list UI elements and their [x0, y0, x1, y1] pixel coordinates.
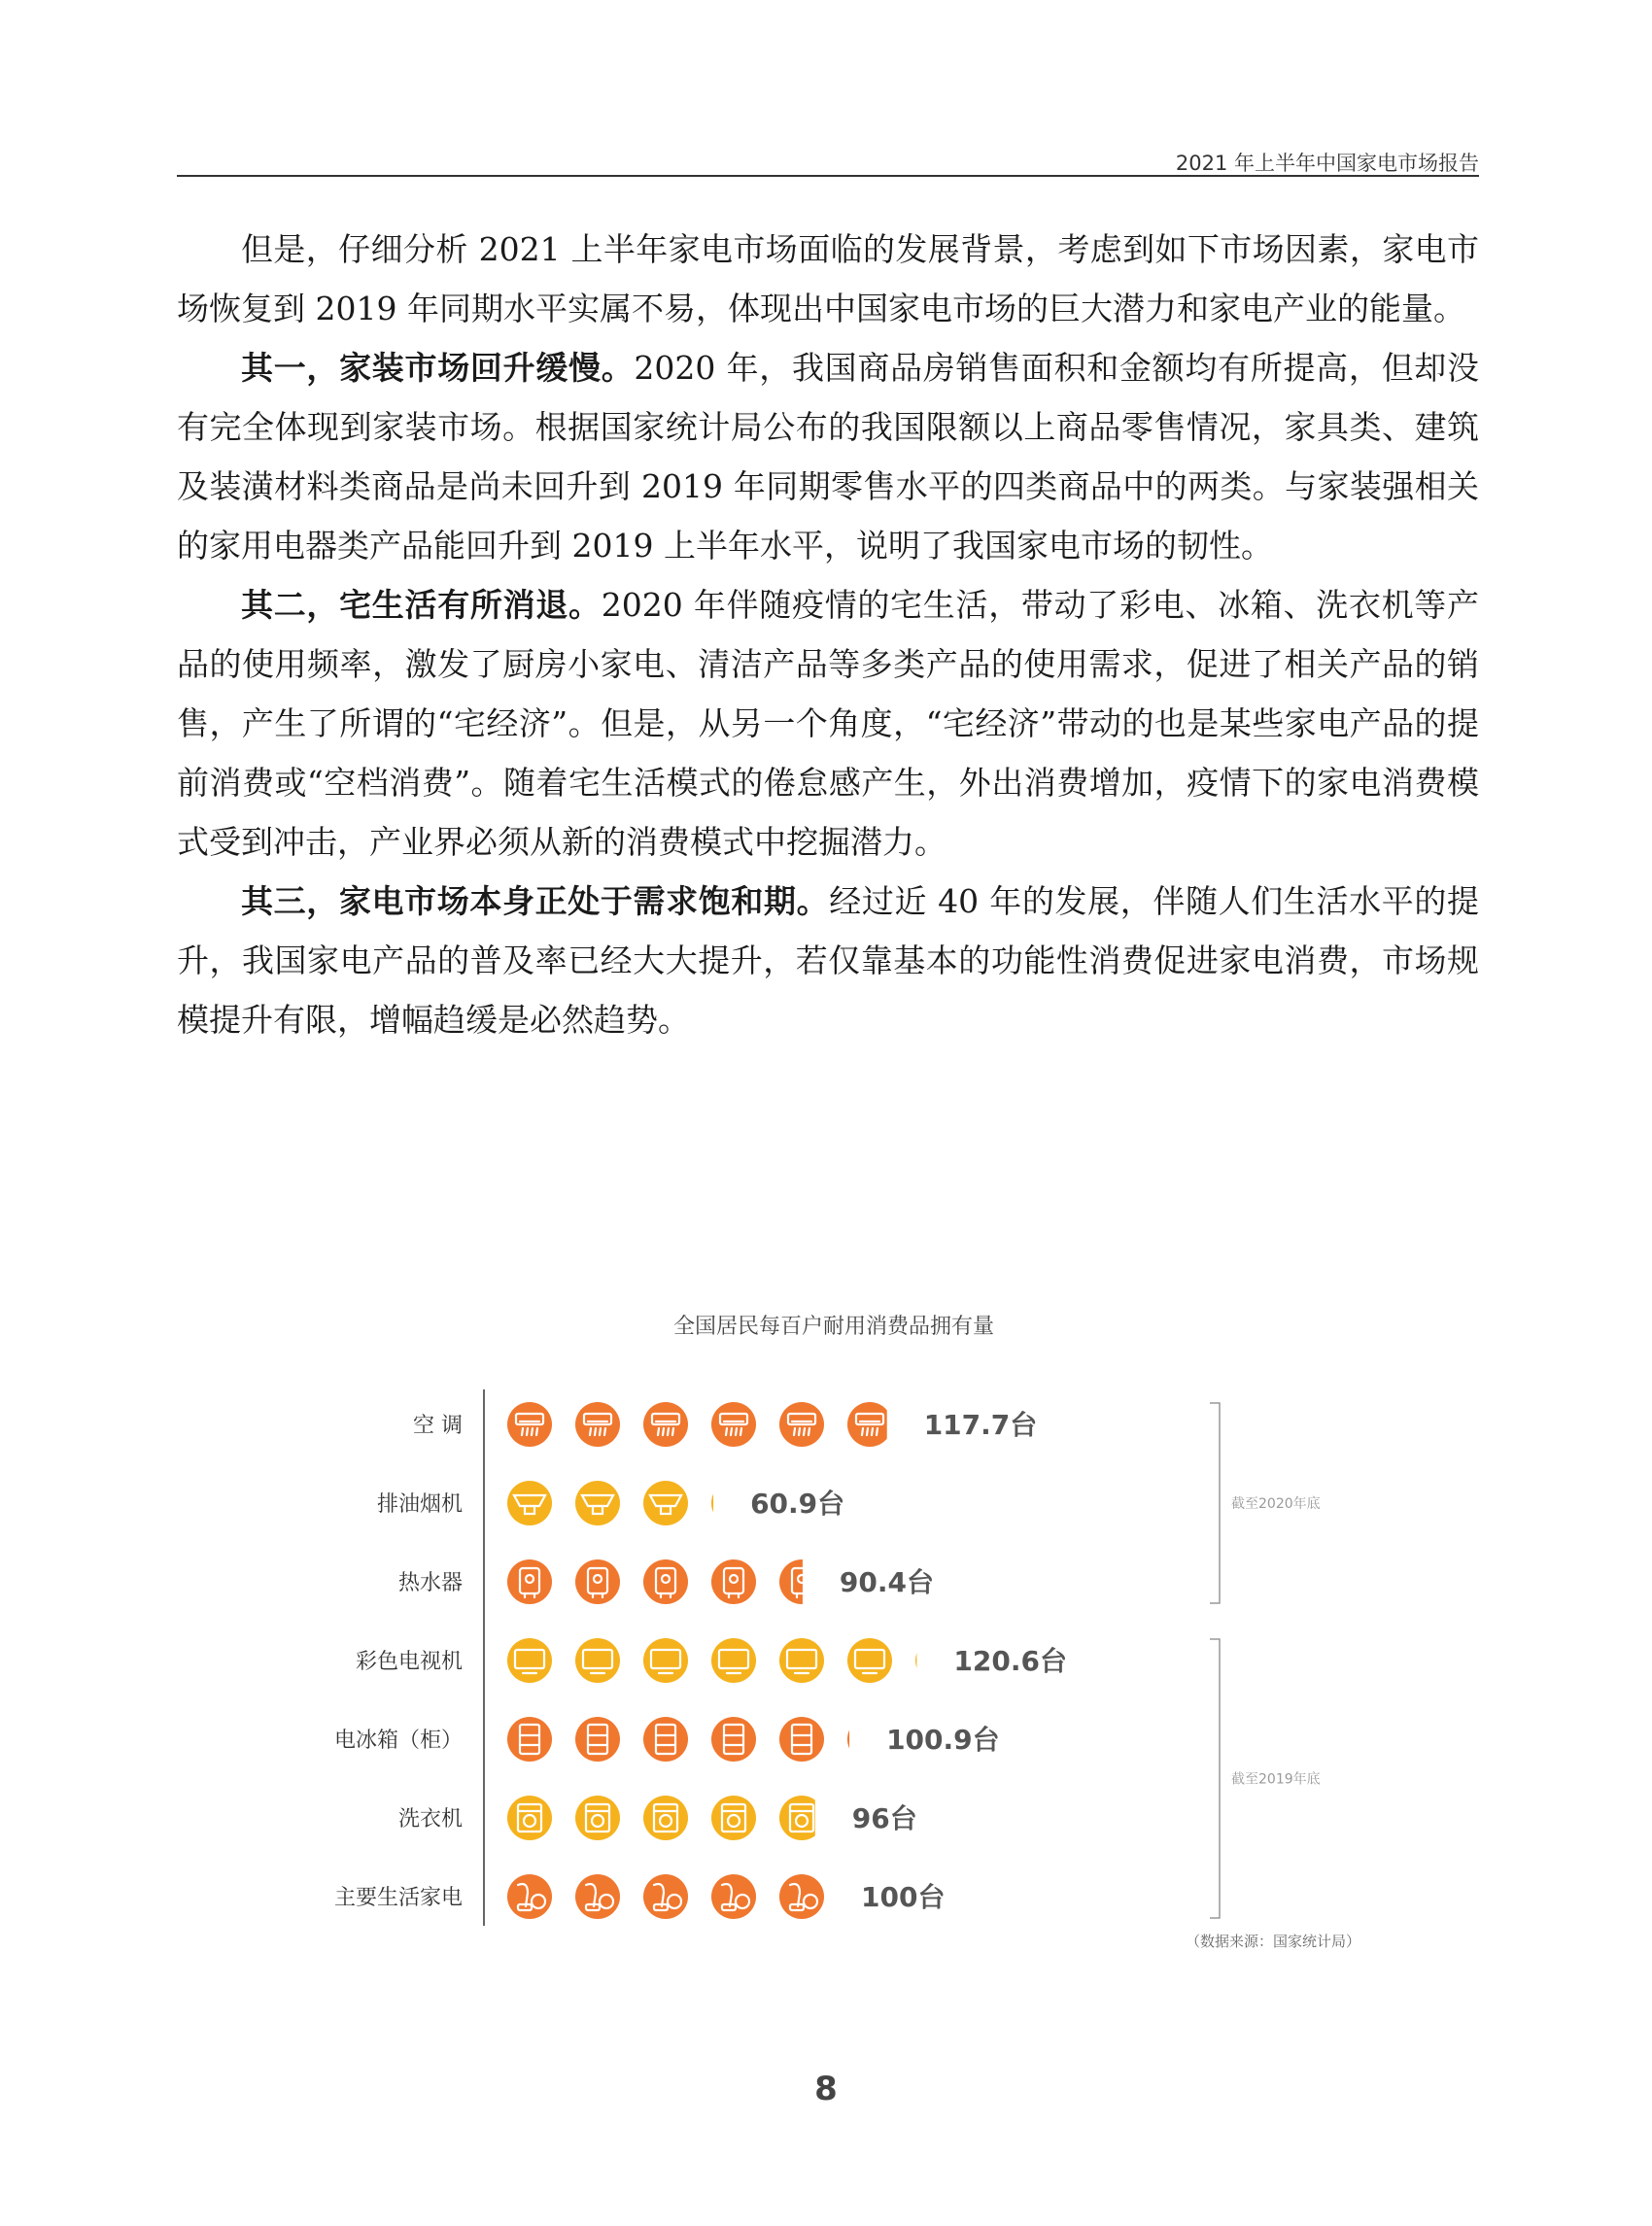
- chart-row: [413, 1402, 1037, 1447]
- vacuum-cleaner-icon: [507, 1874, 552, 1919]
- chart-row: [334, 1874, 945, 1919]
- washing-machine-icon: [575, 1796, 620, 1840]
- television-icon: [507, 1638, 552, 1683]
- vacuum-cleaner-icon: [575, 1874, 620, 1919]
- television-icon: [711, 1638, 756, 1683]
- value-label: 117.7台: [923, 1409, 1038, 1441]
- air-conditioner-icon: [711, 1402, 756, 1447]
- air-conditioner-icon: [779, 1402, 824, 1447]
- page-number: 8: [814, 2070, 838, 2108]
- category-label: 主要生活家电: [333, 1886, 463, 1910]
- washing-machine-icon: [643, 1796, 688, 1840]
- paragraph-text: 2020 年，我国商品房销售面积和金额均有所提高，但却没有完全体现到家装市场。根据国家统计局公布的我国限额以上商品零售情况，家具类、建筑及装潢材料类商品是尚未回升到 2019 年同期零售水平的四类商品中的两类。与家装强相关的家用电器类产品能回升到 2019 上半年水平，说明了我国家电市场的韧性。: [177, 349, 1479, 565]
- air-conditioner-icon: [575, 1402, 620, 1447]
- refrigerator-icon: [779, 1717, 824, 1762]
- vacuum-cleaner-icon: [643, 1874, 688, 1919]
- paragraph-text: 但是，仔细分析 2021 上半年家电市场面临的发展背景，考虑到如下市场因素，家电市场恢复到 2019 年同期水平实属不易，体现出中国家电市场的巨大潜力和家电产业的能量。: [177, 230, 1479, 327]
- group-label: 截至2019年底: [1231, 1771, 1321, 1788]
- water-heater-icon: [643, 1559, 688, 1604]
- air-conditioner-icon: [847, 1402, 892, 1447]
- value-label: 60.9台: [750, 1488, 845, 1520]
- paragraph-point-two: [177, 575, 1479, 872]
- paragraph-text: 经过近 40 年的发展，伴随人们生活水平的提升，我国家电产品的普及率已经大大提升，若仅靠基本的功能性消费促进家电消费，市场规模提升有限，增幅趋缓是必然趋势。: [177, 882, 1479, 1039]
- chart-title: 全国居民每百户耐用消费品拥有量: [672, 1315, 995, 1339]
- category-label: 热水器: [397, 1571, 463, 1595]
- air-conditioner-icon: [643, 1402, 688, 1447]
- value-label: 100.9台: [886, 1724, 1000, 1756]
- paragraph-point-one: [177, 338, 1479, 575]
- category-label: 空 调: [413, 1414, 463, 1438]
- range-hood-icon: [575, 1481, 620, 1525]
- refrigerator-icon: [575, 1717, 620, 1762]
- air-conditioner-icon: [507, 1402, 552, 1447]
- water-heater-icon: [507, 1559, 552, 1604]
- range-hood-icon: [507, 1481, 552, 1525]
- header-divider: [177, 175, 1479, 177]
- chart-row: [356, 1638, 1067, 1683]
- chart-row: [398, 1796, 917, 1840]
- paragraph-point-three: [177, 872, 1479, 1049]
- paragraph-heading: 其一，家装市场回升缓慢。: [241, 349, 635, 387]
- vacuum-cleaner-icon: [711, 1874, 756, 1919]
- group-bracket: [1210, 1639, 1220, 1918]
- category-label: 洗衣机: [397, 1807, 463, 1832]
- category-label: 彩色电视机: [355, 1650, 463, 1674]
- paragraph-heading: 其二，宅生活有所消退。: [241, 586, 602, 624]
- vacuum-cleaner-icon: [779, 1874, 824, 1919]
- water-heater-icon: [575, 1559, 620, 1604]
- washing-machine-icon: [711, 1796, 756, 1840]
- chart-row: [398, 1559, 934, 1604]
- chart-row: [334, 1717, 1000, 1762]
- refrigerator-icon: [643, 1717, 688, 1762]
- value-label: 120.6台: [953, 1645, 1067, 1677]
- water-heater-icon: [779, 1559, 824, 1604]
- paragraph-intro: [177, 220, 1479, 338]
- ownership-pictograph-chart: [0, 1283, 1652, 1963]
- paragraph-text: 2020 年伴随疫情的宅生活，带动了彩电、冰箱、洗衣机等产品的使用频率，激发了厨房小家电、清洁产品等多类产品的使用需求，促进了相关产品的销售，产生了所谓的“宅经济”。但是，从另一个角度，“宅经济”带动的也是某些家电产品的提前消费或“空档消费”。随着宅生活模式的倦怠感产生，外出消费增加，疫情下的家电消费模式受到冲击，产业界必须从新的消费模式中挖掘潜力。: [177, 586, 1480, 861]
- value-label: 90.4台: [839, 1566, 935, 1598]
- source-note: （数据来源：国家统计局）: [1185, 1933, 1360, 1950]
- range-hood-icon: [643, 1481, 688, 1525]
- television-icon: [779, 1638, 824, 1683]
- value-label: 100台: [861, 1881, 946, 1913]
- chart-row: [377, 1481, 844, 1525]
- paragraph-heading: 其三，家电市场本身正处于需求饱和期。: [241, 882, 830, 920]
- body-text: [177, 220, 1479, 1049]
- washing-machine-icon: [779, 1796, 824, 1840]
- value-label: 96台: [851, 1802, 917, 1834]
- group-bracket: [1210, 1403, 1220, 1603]
- category-label: 电冰箱（柜）: [333, 1729, 463, 1753]
- washing-machine-icon: [507, 1796, 552, 1840]
- television-icon: [575, 1638, 620, 1683]
- water-heater-icon: [711, 1559, 756, 1604]
- television-icon: [847, 1638, 892, 1683]
- group-label: 截至2020年底: [1231, 1496, 1321, 1512]
- category-label: 排油烟机: [376, 1492, 463, 1517]
- running-header: 2021 年上半年中国家电市场报告: [1175, 152, 1479, 175]
- refrigerator-icon: [711, 1717, 756, 1762]
- television-icon: [643, 1638, 688, 1683]
- refrigerator-icon: [507, 1717, 552, 1762]
